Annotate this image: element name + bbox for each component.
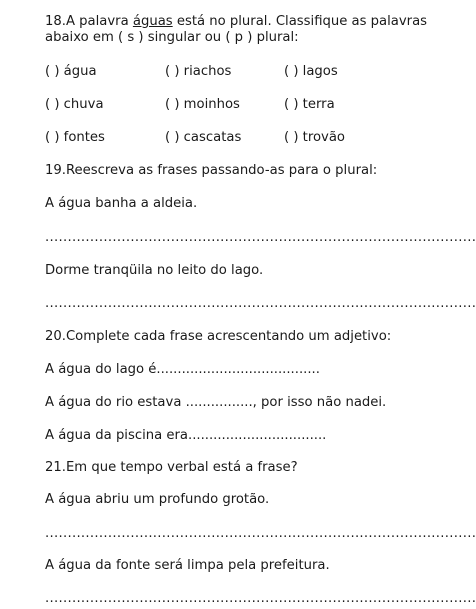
q18-option-terra: ( ) terra	[284, 97, 335, 112]
q18-instruction-line2: abaixo em ( s ) singular ou ( p ) plural:	[45, 30, 299, 45]
q19-sentence-1: A água banha a aldeia.	[45, 196, 198, 211]
q18-prefix: 18.A palavra	[45, 14, 133, 29]
q18-option-agua: ( ) água	[45, 64, 97, 79]
q21-answer-line-2[interactable]: ................................................................................................	[45, 591, 476, 606]
q21-sentence-1: A água abriu um profundo grotão.	[45, 492, 270, 507]
q20-item-rio: A água do rio estava ................, por isso não nadei.	[45, 395, 387, 410]
q18-suffix: está no plural. Classifique as palavras	[172, 14, 428, 29]
q19-answer-line-1[interactable]: ................................................................................................	[45, 230, 476, 245]
q20-title: 20.Complete cada frase acrescentando um adjetivo:	[45, 329, 392, 344]
q18-option-trovao: ( ) trovão	[284, 130, 345, 145]
q21-sentence-2: A água da fonte será limpa pela prefeitura.	[45, 558, 330, 573]
q18-option-chuva: ( ) chuva	[45, 97, 104, 112]
q18-option-moinhos: ( ) moinhos	[165, 97, 240, 112]
q18-underlined-word: águas	[132, 14, 173, 29]
q18-option-riachos: ( ) riachos	[165, 64, 232, 79]
q18-option-fontes: ( ) fontes	[45, 130, 105, 145]
q18-heading	[45, 14, 427, 30]
q21-answer-line-1[interactable]: ................................................................................................	[45, 526, 476, 541]
q21-title: 21.Em que tempo verbal está a frase?	[45, 460, 298, 475]
q18-option-lagos: ( ) lagos	[284, 64, 338, 79]
q19-title: 19.Reescreva as frases passando-as para o plural:	[45, 163, 378, 178]
q19-sentence-2: Dorme tranqüila no leito do lago.	[45, 263, 264, 278]
q19-answer-line-2[interactable]: ................................................................................................	[45, 296, 476, 311]
q20-item-lago: A água do lago é.......................................	[45, 362, 320, 377]
q20-item-piscina: A água da piscina era.................................	[45, 428, 327, 443]
q18-option-cascatas: ( ) cascatas	[165, 130, 242, 145]
